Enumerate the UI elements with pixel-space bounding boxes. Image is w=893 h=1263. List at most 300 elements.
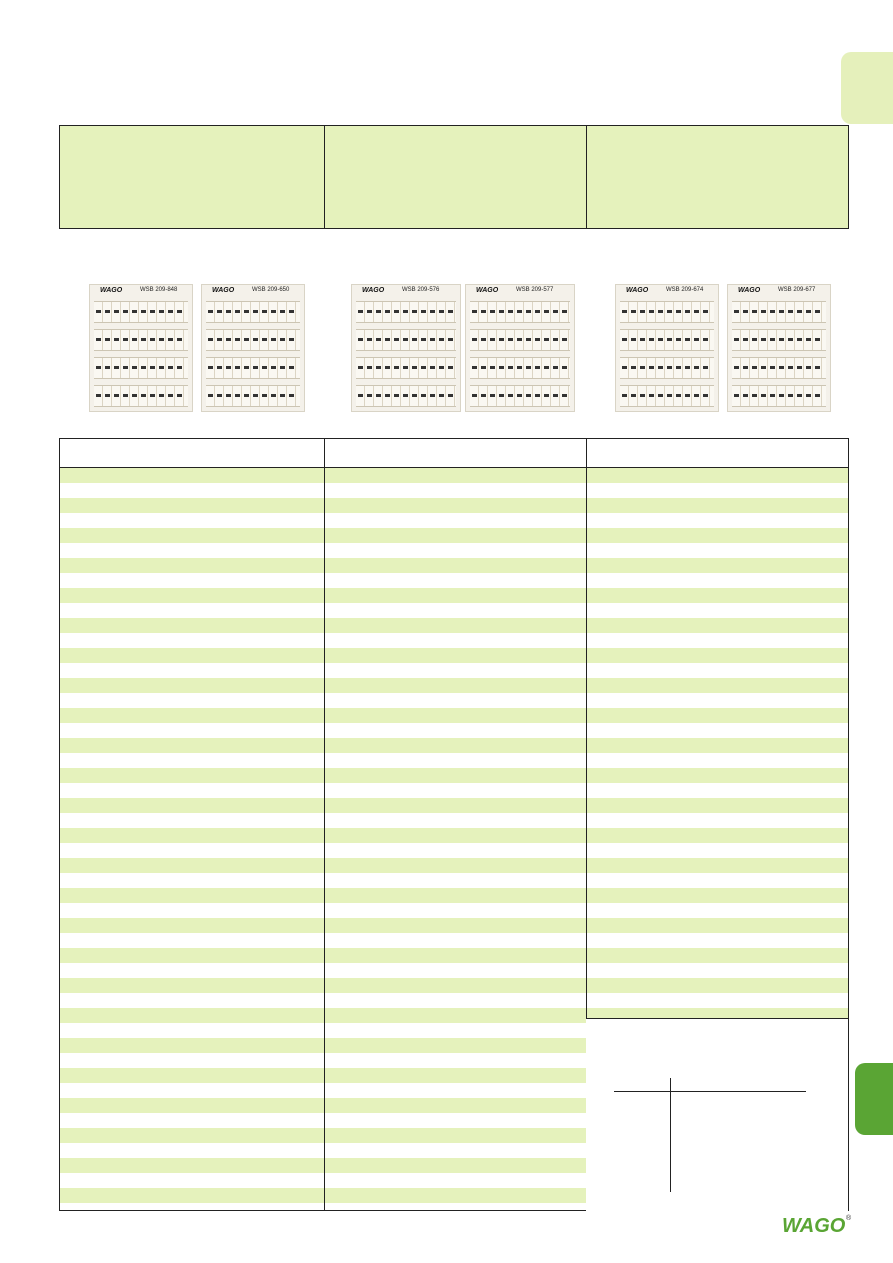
marker-glyph — [244, 394, 249, 397]
marker-glyph — [694, 338, 699, 341]
marker-glyph — [553, 394, 558, 397]
marker-glyph — [658, 310, 663, 313]
marker-sheet — [89, 284, 193, 412]
marker-glyph — [367, 338, 372, 341]
wago-logo: WAGO — [476, 287, 499, 294]
marker-glyph — [271, 366, 276, 369]
marker-glyph — [403, 366, 408, 369]
marker-strip — [206, 329, 300, 351]
marker-glyph — [289, 310, 294, 313]
marker-glyph — [752, 338, 757, 341]
marker-glyph — [490, 366, 495, 369]
marker-glyph — [217, 394, 222, 397]
marker-glyph — [141, 366, 146, 369]
marker-glyph — [622, 338, 627, 341]
marker-glyph — [439, 394, 444, 397]
marker-glyph — [439, 338, 444, 341]
marker-glyph — [553, 366, 558, 369]
marker-glyph — [622, 310, 627, 313]
marker-photo-2 — [343, 244, 581, 420]
marker-strip — [732, 357, 826, 379]
marker-strip — [732, 301, 826, 323]
marker-glyph — [499, 394, 504, 397]
marker-glyph — [526, 366, 531, 369]
marker-glyph — [535, 310, 540, 313]
marker-glyph — [797, 394, 802, 397]
marker-glyph — [472, 394, 477, 397]
marker-glyph — [358, 310, 363, 313]
marker-glyph — [649, 338, 654, 341]
marker-glyph — [535, 338, 540, 341]
marker-glyph — [253, 394, 258, 397]
marker-photo-1 — [83, 244, 315, 420]
marker-glyph — [226, 338, 231, 341]
marker-strip — [94, 385, 188, 407]
marker-glyph — [123, 310, 128, 313]
marker-glyph — [517, 338, 522, 341]
marker-glyph — [448, 366, 453, 369]
marker-glyph — [280, 310, 285, 313]
marker-glyph — [734, 394, 739, 397]
marker-glyph — [562, 310, 567, 313]
note-rule-vertical — [670, 1078, 671, 1192]
marker-glyph — [430, 394, 435, 397]
marker-glyph — [105, 310, 110, 313]
marker-glyph — [177, 366, 182, 369]
marker-glyph — [262, 338, 267, 341]
marker-glyph — [177, 338, 182, 341]
marker-glyph — [394, 310, 399, 313]
marker-glyph — [394, 366, 399, 369]
header-col-2 — [325, 126, 587, 228]
marker-glyph — [253, 338, 258, 341]
marker-glyph — [544, 310, 549, 313]
wago-logo: WAGO — [626, 287, 649, 294]
marker-glyph — [421, 310, 426, 313]
marker-glyph — [752, 310, 757, 313]
marker-glyph — [640, 394, 645, 397]
marker-glyph — [631, 394, 636, 397]
marker-glyph — [150, 394, 155, 397]
marker-glyph — [421, 338, 426, 341]
marker-glyph — [535, 366, 540, 369]
marker-strip — [620, 385, 714, 407]
marker-glyph — [159, 310, 164, 313]
marker-glyph — [797, 310, 802, 313]
marker-glyph — [640, 310, 645, 313]
marker-glyph — [676, 338, 681, 341]
marker-glyph — [226, 366, 231, 369]
marker-glyph — [439, 310, 444, 313]
marker-glyph — [472, 366, 477, 369]
marker-glyph — [226, 394, 231, 397]
marker-glyph — [150, 366, 155, 369]
marker-glyph — [703, 366, 708, 369]
marker-glyph — [761, 394, 766, 397]
sheet-code: WSB 209-674 — [666, 287, 704, 293]
marker-glyph — [132, 366, 137, 369]
marker-glyph — [694, 310, 699, 313]
marker-glyph — [168, 310, 173, 313]
marker-glyph — [394, 394, 399, 397]
marker-glyph — [226, 310, 231, 313]
marker-glyph — [358, 366, 363, 369]
marker-glyph — [262, 366, 267, 369]
marker-glyph — [96, 394, 101, 397]
marker-glyph — [649, 310, 654, 313]
marker-glyph — [448, 338, 453, 341]
note-rule-horizontal — [614, 1091, 806, 1092]
marker-glyph — [815, 394, 820, 397]
marker-glyph — [159, 338, 164, 341]
marker-glyph — [367, 310, 372, 313]
marker-glyph — [367, 366, 372, 369]
marker-glyph — [114, 310, 119, 313]
marker-glyph — [132, 394, 137, 397]
marker-strip — [206, 357, 300, 379]
marker-glyph — [806, 394, 811, 397]
marker-glyph — [481, 310, 486, 313]
marker-glyph — [631, 310, 636, 313]
sheet-code: WSB 209-848 — [140, 287, 178, 293]
marker-glyph — [703, 338, 708, 341]
marker-glyph — [770, 394, 775, 397]
marker-glyph — [403, 338, 408, 341]
marker-glyph — [217, 366, 222, 369]
wago-logo: WAGO — [362, 287, 385, 294]
marker-glyph — [815, 366, 820, 369]
marker-glyph — [271, 338, 276, 341]
marker-glyph — [649, 366, 654, 369]
marker-glyph — [114, 394, 119, 397]
marker-glyph — [403, 394, 408, 397]
marker-glyph — [788, 310, 793, 313]
marker-glyph — [439, 366, 444, 369]
marker-glyph — [289, 394, 294, 397]
marker-glyph — [779, 310, 784, 313]
marker-glyph — [448, 310, 453, 313]
note-box — [586, 1018, 848, 1211]
marker-glyph — [177, 310, 182, 313]
marker-sheet — [351, 284, 461, 412]
marker-glyph — [553, 310, 558, 313]
section-tab-top — [841, 52, 893, 124]
marker-glyph — [676, 310, 681, 313]
marker-glyph — [752, 394, 757, 397]
marker-glyph — [752, 366, 757, 369]
marker-glyph — [631, 338, 636, 341]
marker-glyph — [734, 366, 739, 369]
marker-glyph — [376, 310, 381, 313]
marker-glyph — [553, 338, 558, 341]
marker-glyph — [481, 366, 486, 369]
marker-glyph — [280, 366, 285, 369]
wago-logo: WAGO — [100, 287, 123, 294]
marker-glyph — [114, 366, 119, 369]
marker-glyph — [640, 366, 645, 369]
marker-glyph — [385, 338, 390, 341]
marker-glyph — [394, 338, 399, 341]
section-tab-green — [855, 1063, 893, 1135]
marker-glyph — [253, 366, 258, 369]
marker-glyph — [761, 310, 766, 313]
marker-glyph — [517, 366, 522, 369]
marker-glyph — [358, 394, 363, 397]
marker-glyph — [253, 310, 258, 313]
marker-sheet — [727, 284, 831, 412]
marker-sheet — [201, 284, 305, 412]
marker-glyph — [499, 366, 504, 369]
marker-glyph — [430, 338, 435, 341]
marker-glyph — [788, 366, 793, 369]
marker-glyph — [562, 394, 567, 397]
marker-glyph — [376, 366, 381, 369]
marker-strip — [620, 357, 714, 379]
marker-glyph — [743, 366, 748, 369]
marker-glyph — [694, 366, 699, 369]
marker-glyph — [481, 394, 486, 397]
marker-glyph — [421, 394, 426, 397]
marker-glyph — [376, 338, 381, 341]
marker-glyph — [141, 310, 146, 313]
marker-glyph — [376, 394, 381, 397]
marker-glyph — [430, 310, 435, 313]
marker-glyph — [562, 366, 567, 369]
marker-glyph — [806, 366, 811, 369]
marker-glyph — [132, 338, 137, 341]
marker-glyph — [517, 394, 522, 397]
marker-glyph — [508, 310, 513, 313]
sheet-code: WSB 209-577 — [516, 287, 554, 293]
marker-strip — [732, 385, 826, 407]
marker-glyph — [685, 366, 690, 369]
marker-glyph — [667, 394, 672, 397]
marker-glyph — [649, 394, 654, 397]
marker-glyph — [96, 366, 101, 369]
marker-glyph — [403, 310, 408, 313]
marker-glyph — [168, 366, 173, 369]
marker-strip — [356, 357, 456, 379]
marker-glyph — [770, 310, 775, 313]
marker-glyph — [685, 338, 690, 341]
marker-glyph — [734, 338, 739, 341]
marker-glyph — [472, 338, 477, 341]
marker-glyph — [217, 338, 222, 341]
marker-glyph — [535, 394, 540, 397]
marker-glyph — [448, 394, 453, 397]
marker-glyph — [159, 366, 164, 369]
marker-glyph — [761, 366, 766, 369]
marker-glyph — [743, 310, 748, 313]
marker-glyph — [208, 338, 213, 341]
marker-glyph — [779, 366, 784, 369]
marker-glyph — [815, 338, 820, 341]
marker-strip — [470, 357, 570, 379]
marker-glyph — [271, 394, 276, 397]
marker-glyph — [658, 366, 663, 369]
marker-sheet — [465, 284, 575, 412]
marker-glyph — [141, 338, 146, 341]
marker-glyph — [676, 394, 681, 397]
marker-glyph — [168, 394, 173, 397]
marker-strip — [206, 301, 300, 323]
marker-glyph — [358, 338, 363, 341]
marker-glyph — [667, 366, 672, 369]
registered-mark: ® — [846, 1215, 852, 1222]
marker-glyph — [105, 338, 110, 341]
marker-glyph — [412, 310, 417, 313]
marker-glyph — [235, 366, 240, 369]
marker-glyph — [526, 394, 531, 397]
sheet-code: WSB 209-677 — [778, 287, 816, 293]
marker-glyph — [685, 310, 690, 313]
marker-glyph — [797, 338, 802, 341]
column-divider — [324, 439, 325, 1210]
marker-glyph — [96, 338, 101, 341]
marker-glyph — [770, 366, 775, 369]
marker-glyph — [262, 394, 267, 397]
marker-glyph — [788, 338, 793, 341]
marker-glyph — [208, 366, 213, 369]
marker-glyph — [289, 366, 294, 369]
marker-glyph — [685, 394, 690, 397]
marker-glyph — [412, 394, 417, 397]
table-rows-right — [586, 468, 848, 1018]
marker-glyph — [806, 310, 811, 313]
marker-glyph — [788, 394, 793, 397]
marker-glyph — [289, 338, 294, 341]
marker-strip — [206, 385, 300, 407]
marker-glyph — [177, 394, 182, 397]
marker-glyph — [123, 366, 128, 369]
marker-glyph — [150, 338, 155, 341]
marker-glyph — [508, 338, 513, 341]
marker-glyph — [499, 338, 504, 341]
marker-glyph — [499, 310, 504, 313]
marker-glyph — [280, 394, 285, 397]
marker-glyph — [430, 366, 435, 369]
marker-glyph — [743, 338, 748, 341]
marker-glyph — [667, 310, 672, 313]
marker-glyph — [526, 310, 531, 313]
marker-strip — [356, 301, 456, 323]
marker-strip — [620, 329, 714, 351]
marker-glyph — [667, 338, 672, 341]
wago-footer-logo — [780, 1213, 852, 1237]
marker-glyph — [123, 394, 128, 397]
marker-glyph — [544, 394, 549, 397]
marker-glyph — [490, 338, 495, 341]
marker-glyph — [262, 310, 267, 313]
marker-glyph — [734, 310, 739, 313]
marker-glyph — [544, 366, 549, 369]
marker-glyph — [208, 310, 213, 313]
marker-glyph — [490, 310, 495, 313]
marker-photo-3 — [609, 244, 841, 420]
marker-glyph — [640, 338, 645, 341]
marker-glyph — [806, 338, 811, 341]
marker-glyph — [815, 310, 820, 313]
marker-glyph — [508, 366, 513, 369]
marker-glyph — [421, 366, 426, 369]
marker-glyph — [114, 338, 119, 341]
marker-strip — [470, 385, 570, 407]
marker-glyph — [385, 366, 390, 369]
marker-glyph — [526, 338, 531, 341]
marker-glyph — [412, 338, 417, 341]
marker-glyph — [150, 310, 155, 313]
marker-glyph — [472, 310, 477, 313]
marker-strip — [620, 301, 714, 323]
marker-strip — [94, 329, 188, 351]
marker-strip — [732, 329, 826, 351]
marker-glyph — [208, 394, 213, 397]
marker-glyph — [779, 394, 784, 397]
marker-glyph — [481, 338, 486, 341]
marker-glyph — [244, 310, 249, 313]
marker-glyph — [105, 366, 110, 369]
marker-glyph — [658, 394, 663, 397]
marker-glyph — [271, 310, 276, 313]
marker-glyph — [631, 366, 636, 369]
marker-glyph — [141, 394, 146, 397]
marker-strip — [470, 329, 570, 351]
marker-glyph — [217, 310, 222, 313]
marker-glyph — [235, 394, 240, 397]
wago-logo: WAGO — [212, 287, 235, 294]
marker-glyph — [235, 310, 240, 313]
marker-glyph — [385, 310, 390, 313]
marker-glyph — [703, 310, 708, 313]
marker-glyph — [770, 338, 775, 341]
marker-strip — [356, 329, 456, 351]
marker-glyph — [676, 366, 681, 369]
marker-strip — [94, 357, 188, 379]
header-box — [59, 125, 849, 229]
marker-strip — [356, 385, 456, 407]
marker-glyph — [694, 394, 699, 397]
header-col-1 — [60, 126, 325, 228]
marker-glyph — [168, 338, 173, 341]
marker-glyph — [703, 394, 708, 397]
marker-glyph — [622, 394, 627, 397]
marker-glyph — [159, 394, 164, 397]
sheet-code: WSB 209-576 — [402, 287, 440, 293]
marker-glyph — [412, 366, 417, 369]
marker-glyph — [761, 338, 766, 341]
marker-glyph — [123, 338, 128, 341]
marker-glyph — [779, 338, 784, 341]
marker-glyph — [743, 394, 748, 397]
marker-glyph — [385, 394, 390, 397]
table-header — [60, 439, 848, 468]
marker-glyph — [96, 310, 101, 313]
marker-strip — [94, 301, 188, 323]
marker-glyph — [508, 394, 513, 397]
wago-logo-text: WAGO — [782, 1215, 846, 1237]
sheet-code: WSB 209-650 — [252, 287, 290, 293]
wago-logo: WAGO — [738, 287, 761, 294]
marker-glyph — [490, 394, 495, 397]
marker-glyph — [544, 338, 549, 341]
marker-glyph — [797, 366, 802, 369]
marker-glyph — [658, 338, 663, 341]
marker-glyph — [244, 338, 249, 341]
marker-glyph — [622, 366, 627, 369]
product-table — [59, 438, 849, 1211]
marker-glyph — [132, 310, 137, 313]
marker-glyph — [235, 338, 240, 341]
